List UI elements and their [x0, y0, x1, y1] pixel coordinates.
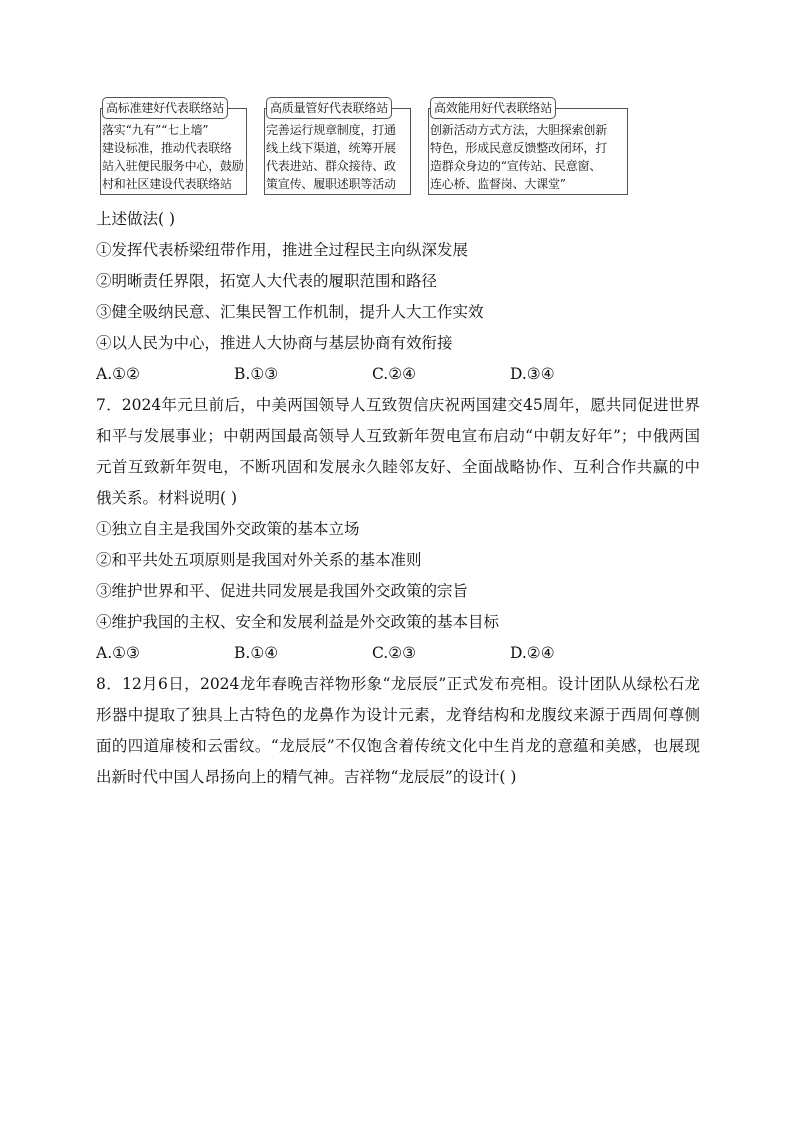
q7-option-c[interactable]: C.②③	[372, 644, 417, 662]
q7-statement: ②和平共处五项原则是我国对外关系的基本准则	[96, 551, 422, 569]
box-body: 创新活动方式方法，大胆探索创新 特色，形成民意反馈整改闭环，打 造群众身边的“宣传站、民意窗、 连心桥、监督岗、大课堂”	[430, 123, 608, 191]
q7-statement: ①独立自主是我国外交政策的基本立场	[96, 520, 360, 538]
q6-option-a[interactable]: A.①②	[96, 365, 140, 383]
q6-options	[96, 359, 700, 390]
box-body: 落实“九有”“七上墙” 建设标准，推动代表联络 站入驻便民服务中心，鼓励 村和社区建设代表联络站	[102, 123, 244, 191]
q6-statement: ③健全吸纳民意、汇集民智工作机制，提升人大工作实效	[96, 303, 484, 321]
box-title: 高标准建好代表联络站	[102, 97, 228, 119]
box-title: 高效能用好代表联络站	[430, 97, 556, 119]
quality-box	[264, 97, 411, 195]
q7-options	[96, 638, 700, 669]
standard-box	[100, 97, 247, 195]
q8-text: 8．12月6日，2024龙年春晚吉祥物形象“龙辰辰”正式发布亮相。设计团队从绿松石龙形器中提取了独具上古特色的龙鼻作为设计元素，龙脊结构和龙腹纹来源于西周何尊侧面的四道扉棱和云雷纹。“龙辰辰”不仅饱含着传统文化中生肖龙的意蕴和美感，也展现出新时代中国人昂扬向上的精气神。吉祥物“龙辰辰”的设计( )	[96, 675, 700, 786]
q7-option-b[interactable]: B.①④	[234, 644, 279, 662]
q6-stem: 上述做法( )	[96, 210, 176, 228]
q6-option-b[interactable]: B.①③	[234, 365, 279, 383]
q6-statement: ②明晰责任界限，拓宽人大代表的履职范围和路径	[96, 272, 438, 290]
efficiency-box	[428, 97, 628, 195]
q6-option-c[interactable]: C.②④	[372, 365, 417, 383]
q6-statement: ④以人民为中心，推进人大协商与基层协商有效衔接	[96, 334, 453, 352]
q7-text: 7．2024年元旦前后，中美两国领导人互致贺信庆祝两国建交45周年，愿共同促进世界和平与发展事业；中朝两国最高领导人互致新年贺电宣布启动“中朝友好年”；中俄两国元首互致新年贺电，不断巩固和发展永久睦邻友好、全面战略协作、互利合作共赢的中俄关系。材料说明( )	[96, 396, 700, 507]
liaison-station-figure	[100, 97, 630, 197]
q6-option-d[interactable]: D.③④	[510, 365, 555, 383]
box-title: 高质量管好代表联络站	[266, 97, 392, 119]
q7-statement: ④维护我国的主权、安全和发展利益是外交政策的基本目标	[96, 613, 500, 631]
q7-option-d[interactable]: D.②④	[510, 644, 555, 662]
question-content	[96, 204, 700, 793]
q6-statement: ①发挥代表桥梁纽带作用，推进全过程民主向纵深发展	[96, 241, 469, 259]
box-body: 完善运行规章制度，打通 线上线下渠道，统筹开展 代表进站、群众接待、政 策宣传、履职述职等活动	[266, 123, 396, 191]
q7-statement: ③维护世界和平、促进共同发展是我国外交政策的宗旨	[96, 582, 469, 600]
q7-option-a[interactable]: A.①③	[96, 644, 140, 662]
